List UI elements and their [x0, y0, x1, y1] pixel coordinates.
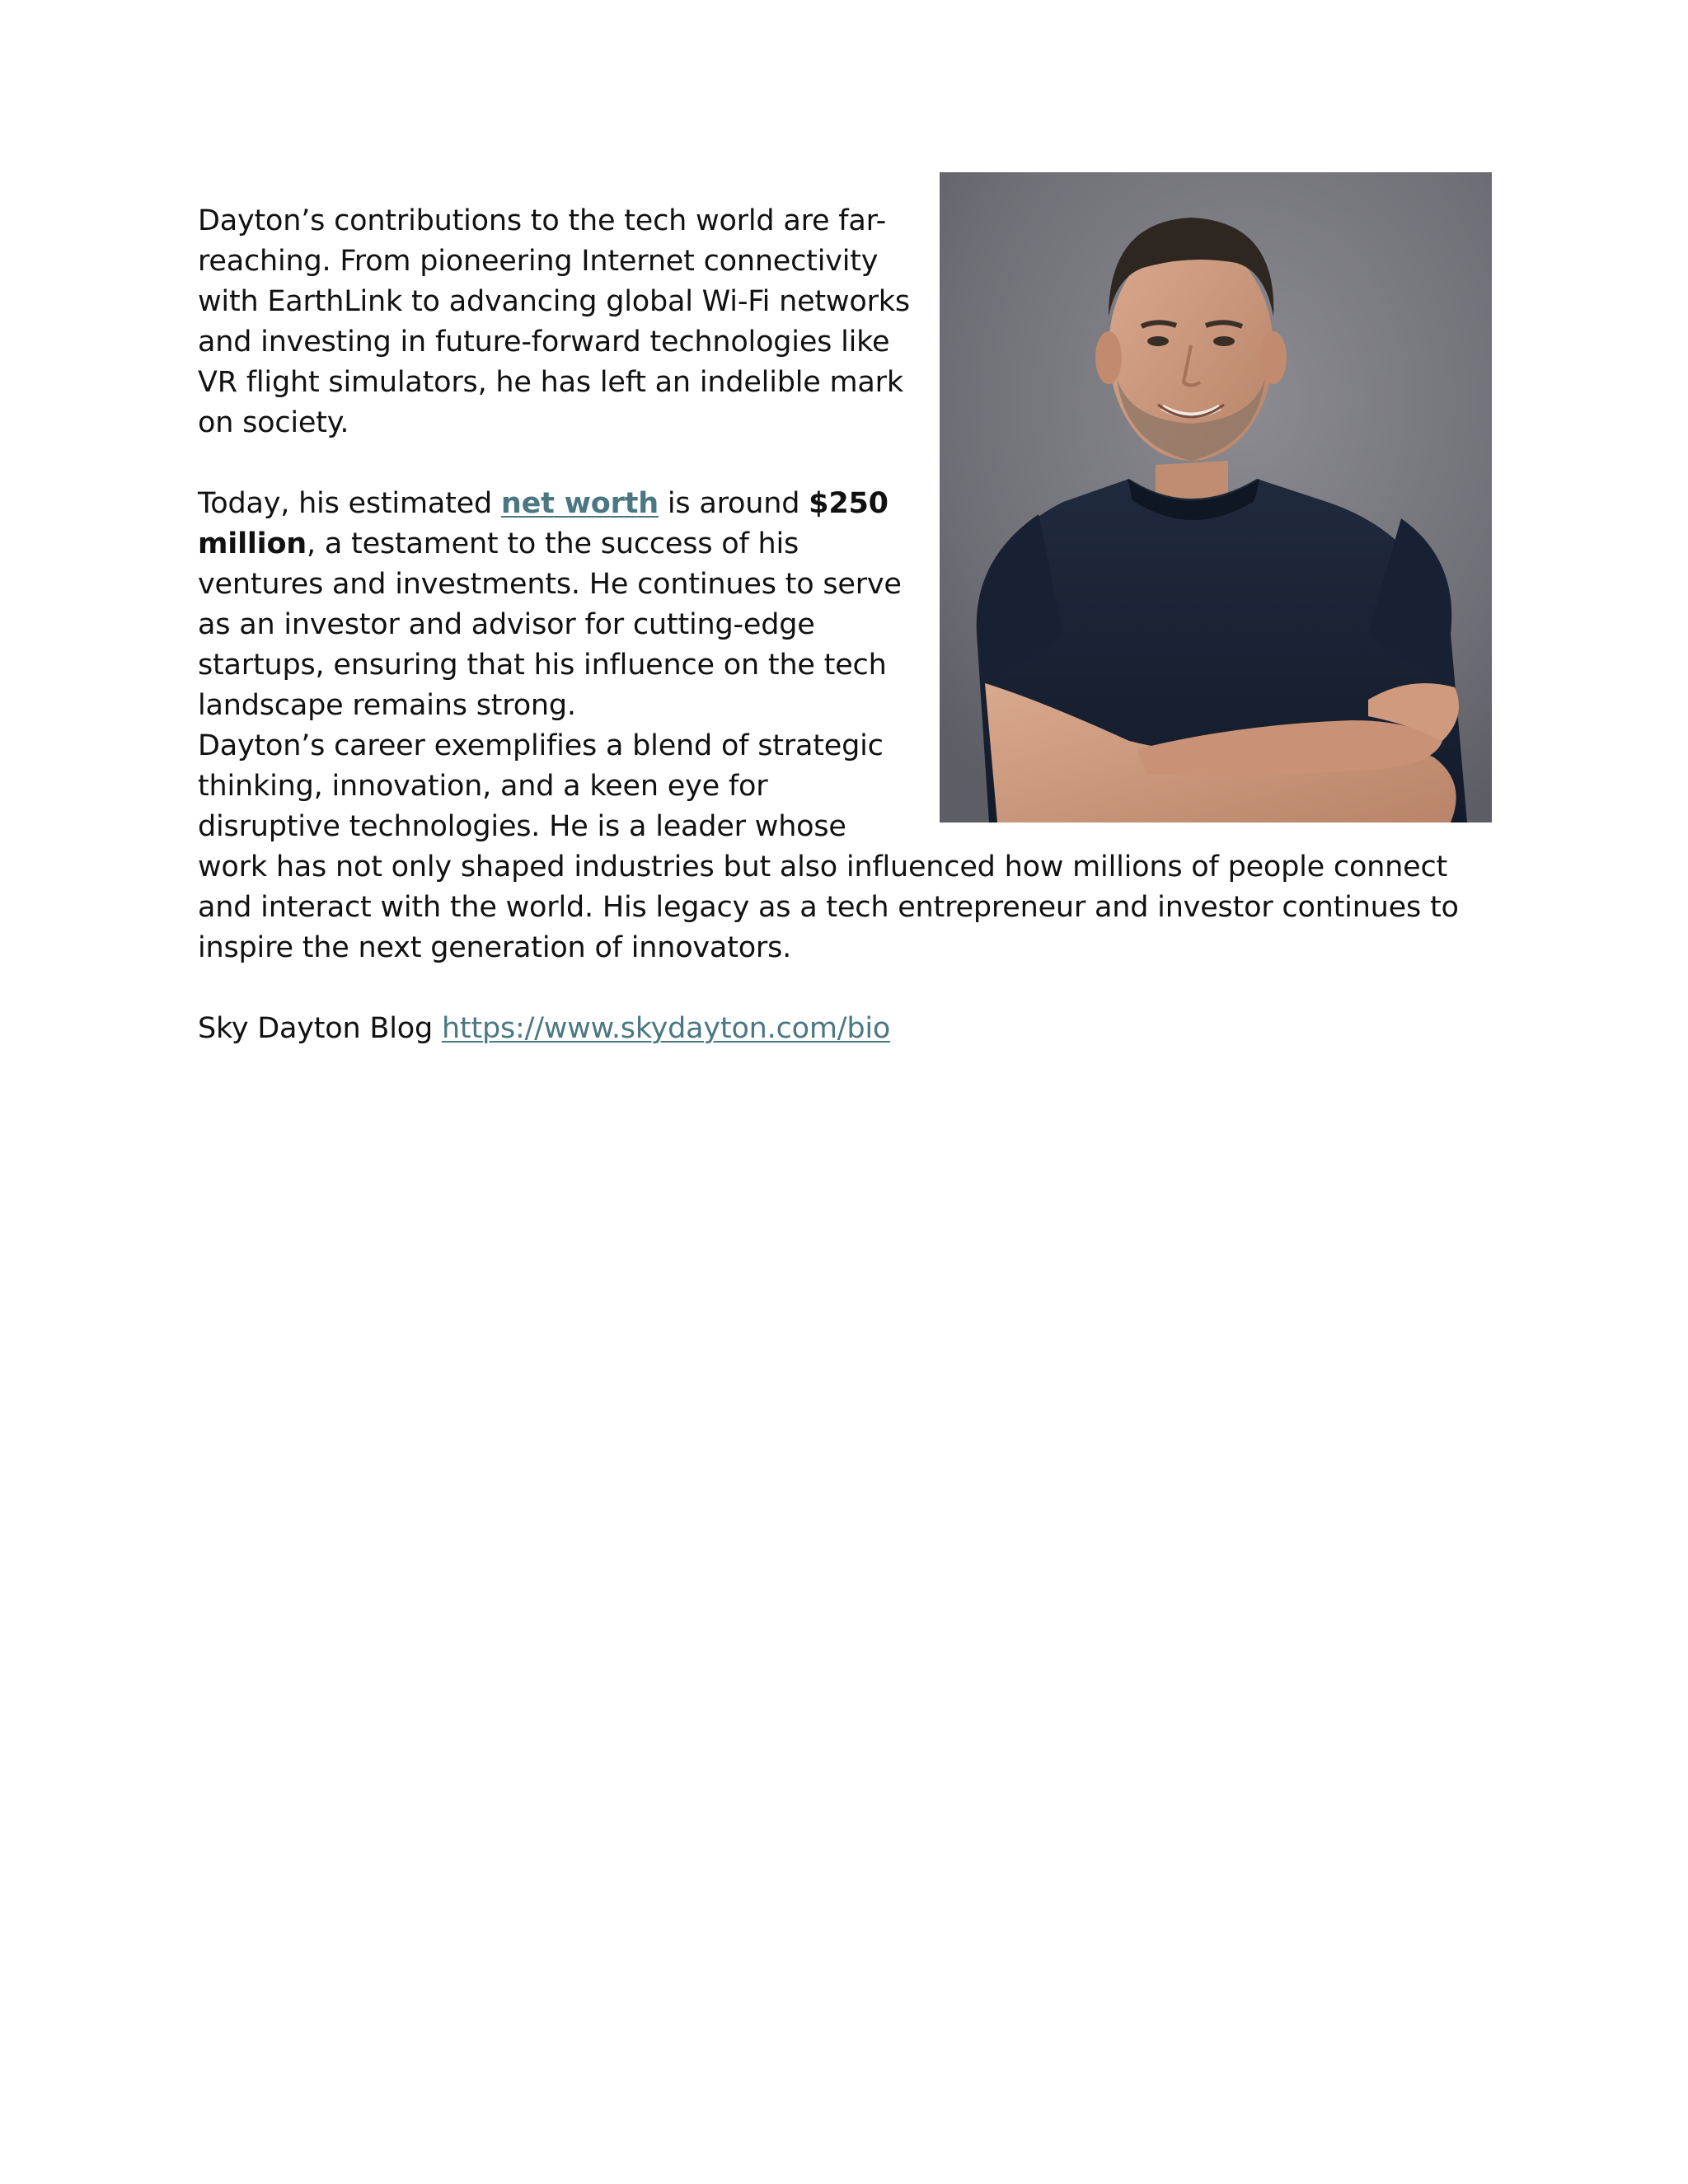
paragraph-contributions: Dayton’s contributions to the tech world are far-reaching. From pioneering Internet connectivity with EarthLink to advancing global Wi-Fi networks and investing in future-forward technologies like VR flight simulators, he has left an indelible mark on society. — [198, 204, 910, 439]
source-label: Sky Dayton Blog — [198, 1012, 442, 1045]
document-body — [198, 172, 1492, 1049]
net-worth-value: $250 million — [198, 487, 889, 560]
paragraph-spacer — [198, 968, 1492, 1009]
net-worth-link[interactable]: net worth — [500, 487, 659, 520]
source-line — [198, 1009, 1492, 1049]
paragraph-career: Dayton’s career exemplifies a blend of strategic thinking, innovation, and a keen eye for disruptive technologies. He is a leader whose work has not only shaped industries but also influenced how millions of people connect and interact with the world. His legacy as a tech entrepreneur and investor continues to inspire the next generation of innovators. — [198, 729, 1459, 964]
portrait-photo — [940, 172, 1492, 823]
net-worth-intro-text: Today, his estimated — [198, 487, 501, 520]
source-url-link[interactable]: https://www.skydayton.com/bio — [441, 1012, 891, 1045]
net-worth-rest-text: , a testament to the success of his ventures and investments. He continues to serve as an investor and advisor for cutting-edge startups, ensuring that his influence on the tech landscape remains strong. — [198, 527, 902, 722]
net-worth-between-text: is around — [658, 487, 809, 520]
